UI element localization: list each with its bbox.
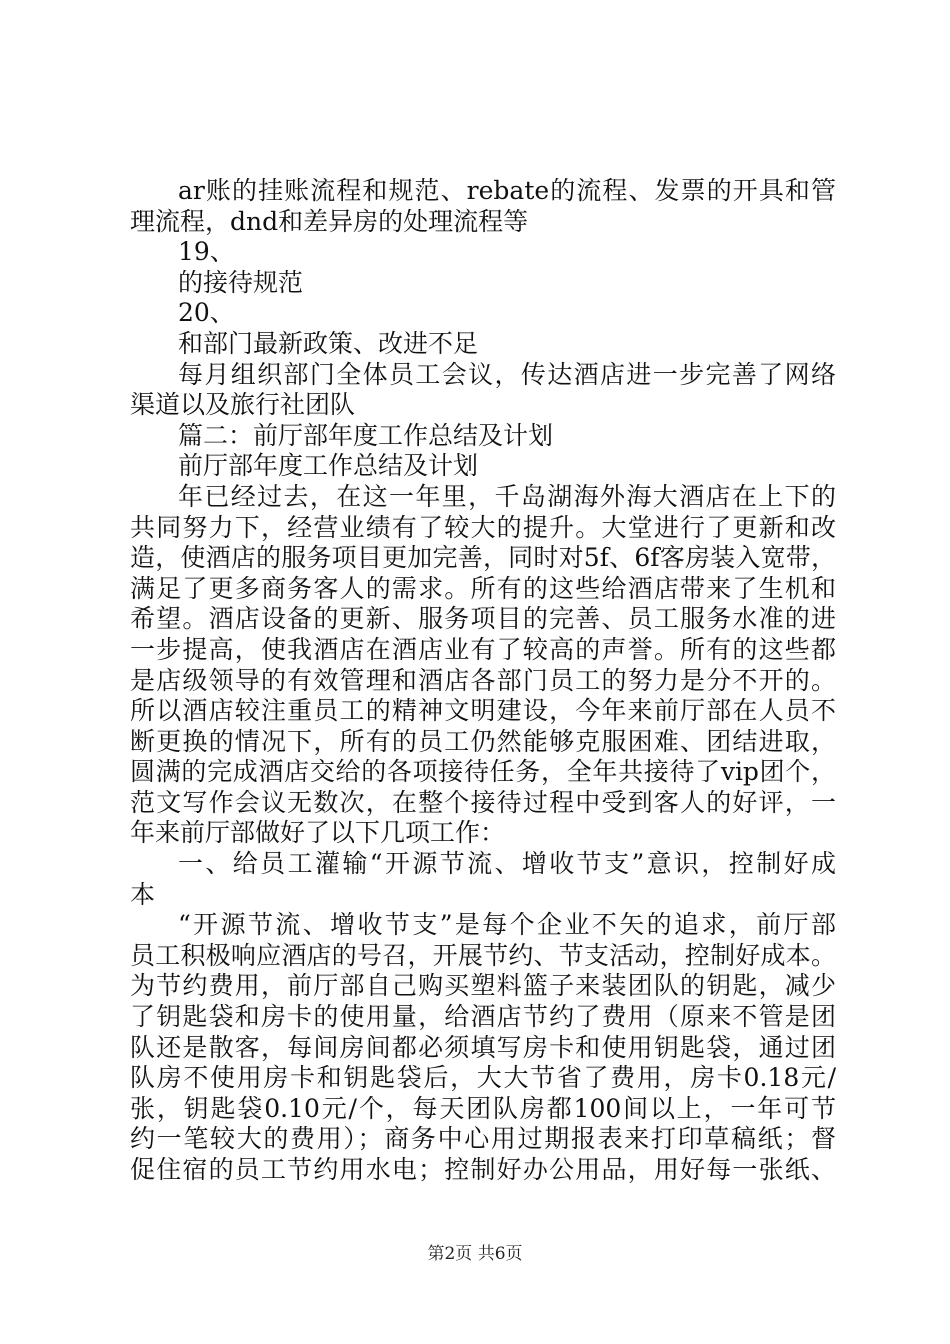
section-heading: 篇二：前厅部年度工作总结及计划 [178,420,554,450]
text-line: 断更换的情况下，所有的员工仍然能够克服困难、团结进取， [130,726,836,756]
text-line: 每月组织部门全体员工会议，传达酒店进一步完善了网络 [178,359,836,389]
text-line: 共同努力下，经营业绩有了较大的提升。大堂进行了更新和改 [130,512,836,542]
text-line: 满足了更多商务客人的需求。所有的这些给酒店带来了生机和 [130,573,836,603]
text-line: 范文写作会议无数次，在整个接待过程中受到客人的好评，一 [130,787,836,817]
section-title: 前厅部年度工作总结及计划 [178,451,479,481]
text-line: 渠道以及旅行社团队 [130,390,356,420]
text-line: 年来前厅部做好了以下几项工作： [130,818,506,848]
text-line: 促住宿的员工节约用水电；控制好办公用品，用好每一张纸、 [130,1155,836,1184]
text-line: 为节约费用，前厅部自己购买塑料篮子来装团队的钥匙，减少 [130,971,836,1001]
text-line: 了钥匙袋和房卡的使用量，给酒店节约了费用（原来不管是团 [130,1002,836,1032]
text-line: 和部门最新政策、改进不足 [178,328,479,358]
text-line: 本 [130,879,156,909]
text-line: 希望。酒店设备的更新、服务项目的完善、员工服务水准的进 [130,604,836,634]
text-line: 造，使酒店的服务项目更加完善，同时对5f、6f客房装入宽带， [130,543,836,573]
text-line: “开源节流、增收节支”是每个企业不矢的追求，前厅部 [178,910,836,940]
document-body [130,176,836,1186]
text-line: 是店级领导的有效管理和酒店各部门员工的努力是分不开的。 [130,665,836,695]
text-line: 理流程，dnd和差异房的处理流程等 [130,206,529,236]
text-line: 约一笔较大的费用）；商务中心用过期报表来打印草稿纸；督 [130,1124,836,1154]
text-line: 一步提高，使我酒店在酒店业有了较高的声誉。所有的这些都 [130,634,836,664]
text-line: 员工积极响应酒店的号召，开展节约、节支活动，控制好成本。 [130,940,836,970]
section-heading: 一、给员工灌输“开源节流、增收节支”意识，控制好成 [178,849,836,879]
text-line: 张，钥匙袋0.10元/个，每天团队房都100间以上，一年可节 [130,1093,836,1123]
page-number-footer: 第2页 共6页 [427,1244,523,1264]
text-line: ar账的挂账流程和规范、rebate的流程、发票的开具和管 [178,176,836,205]
text-line: 圆满的完成酒店交给的各项接待任务，全年共接待了vip团个， [130,757,836,787]
text-line: 19、 [178,237,235,267]
text-line: 20、 [178,298,235,328]
text-line: 队房不使用房卡和钥匙袋后，大大节省了费用，房卡0.18元/ [130,1063,836,1093]
text-line: 队还是散客，每间房间都必须填写房卡和使用钥匙袋，通过团 [130,1032,836,1062]
text-line: 所以酒店较注重员工的精神文明建设，今年来前厅部在人员不 [130,696,836,726]
text-line: 年已经过去，在这一年里，千岛湖海外海大酒店在上下的 [178,481,836,511]
text-line: 的接待规范 [178,267,304,297]
